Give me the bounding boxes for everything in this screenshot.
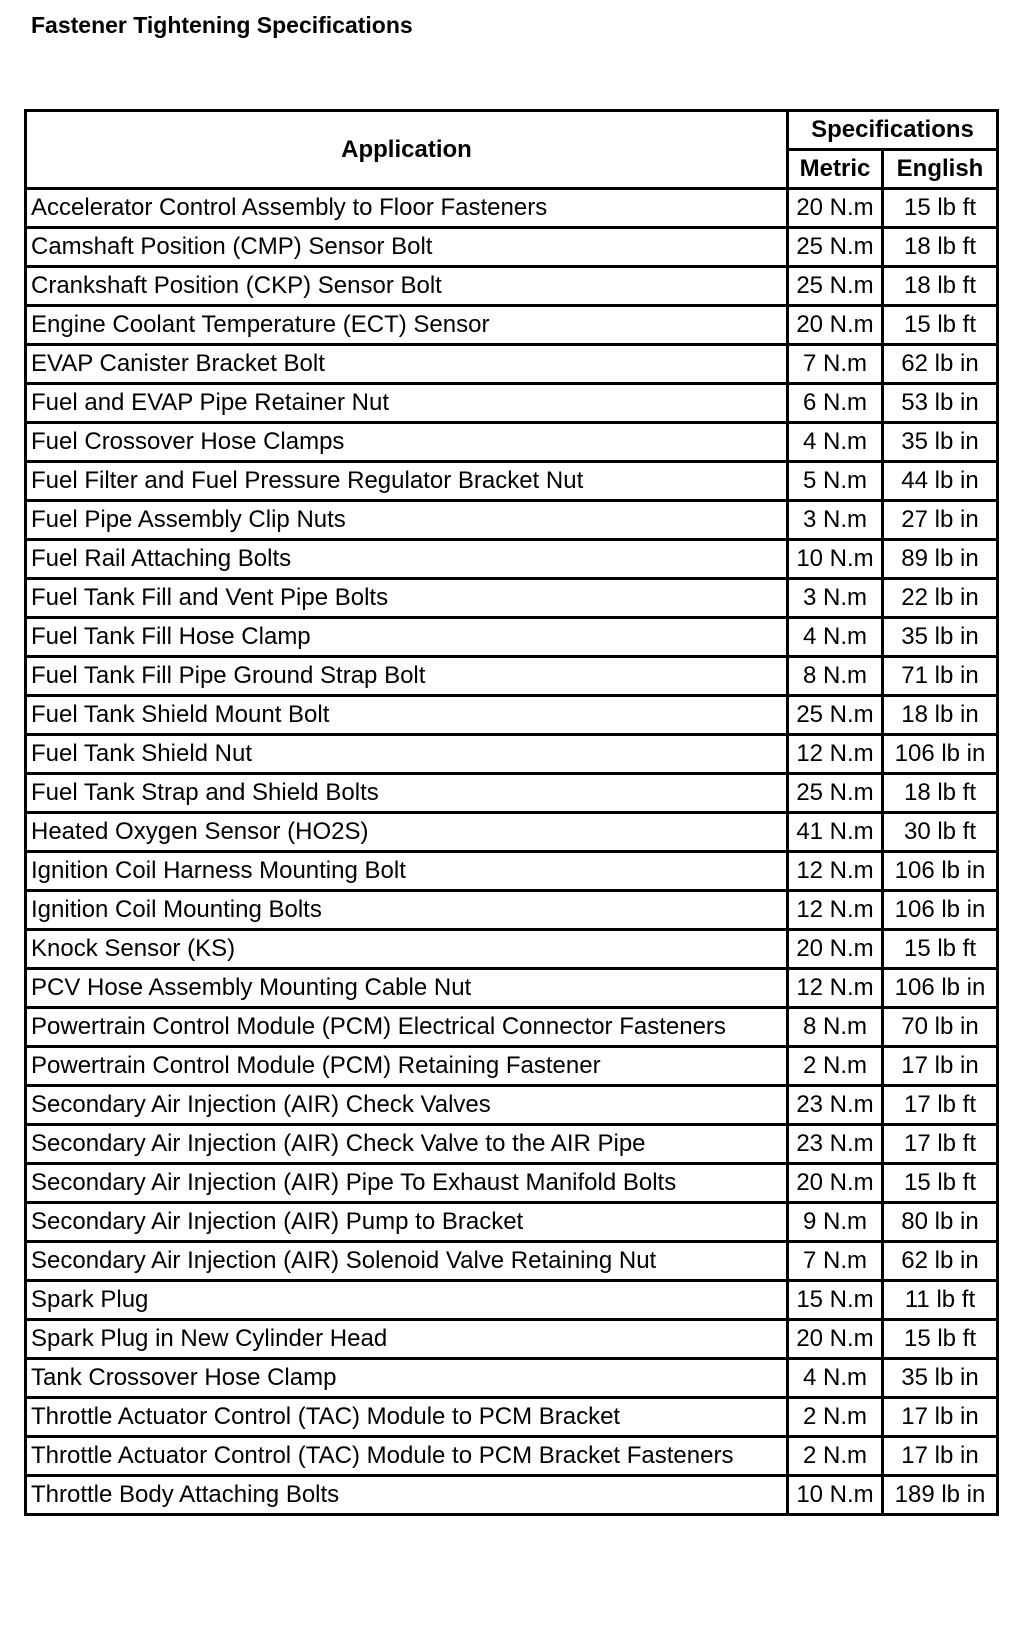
table-row <box>26 267 998 306</box>
application-cell: Fuel Tank Fill and Vent Pipe Bolts <box>26 579 788 618</box>
english-cell: 106 lb in <box>883 735 998 774</box>
english-cell: 17 lb in <box>883 1047 998 1086</box>
metric-cell: 4 N.m <box>788 1359 883 1398</box>
application-cell: Fuel Tank Shield Nut <box>26 735 788 774</box>
table-row <box>26 657 998 696</box>
metric-cell: 12 N.m <box>788 735 883 774</box>
english-cell: 15 lb ft <box>883 1164 998 1203</box>
table-header <box>26 111 998 189</box>
metric-cell: 25 N.m <box>788 774 883 813</box>
table-row <box>26 1203 998 1242</box>
english-cell: 17 lb ft <box>883 1125 998 1164</box>
application-cell: Crankshaft Position (CKP) Sensor Bolt <box>26 267 788 306</box>
table-row <box>26 1437 998 1476</box>
application-cell: Fuel Crossover Hose Clamps <box>26 423 788 462</box>
metric-cell: 3 N.m <box>788 501 883 540</box>
english-cell: 106 lb in <box>883 852 998 891</box>
metric-cell: 10 N.m <box>788 1476 883 1515</box>
application-cell: Camshaft Position (CMP) Sensor Bolt <box>26 228 788 267</box>
english-cell: 15 lb ft <box>883 189 998 228</box>
table-row <box>26 540 998 579</box>
metric-cell: 20 N.m <box>788 1164 883 1203</box>
english-cell: 35 lb in <box>883 423 998 462</box>
metric-cell: 25 N.m <box>788 267 883 306</box>
application-cell: Powertrain Control Module (PCM) Retaining Fastener <box>26 1047 788 1086</box>
metric-cell: 4 N.m <box>788 618 883 657</box>
table-row <box>26 852 998 891</box>
application-cell: Fuel Tank Strap and Shield Bolts <box>26 774 788 813</box>
application-cell: Throttle Actuator Control (TAC) Module to PCM Bracket <box>26 1398 788 1437</box>
metric-cell: 20 N.m <box>788 189 883 228</box>
table-row <box>26 1242 998 1281</box>
table-row <box>26 462 998 501</box>
metric-cell: 15 N.m <box>788 1281 883 1320</box>
metric-cell: 2 N.m <box>788 1047 883 1086</box>
english-cell: 89 lb in <box>883 540 998 579</box>
application-cell: Fuel Tank Shield Mount Bolt <box>26 696 788 735</box>
english-cell: 53 lb in <box>883 384 998 423</box>
table-row <box>26 1320 998 1359</box>
table-row <box>26 189 998 228</box>
application-cell: Secondary Air Injection (AIR) Pipe To Exhaust Manifold Bolts <box>26 1164 788 1203</box>
table-row <box>26 1476 998 1515</box>
metric-cell: 23 N.m <box>788 1125 883 1164</box>
metric-cell: 8 N.m <box>788 657 883 696</box>
page-title: Fastener Tightening Specifications <box>31 12 413 38</box>
english-cell: 17 lb in <box>883 1437 998 1476</box>
table-row <box>26 813 998 852</box>
metric-cell: 2 N.m <box>788 1398 883 1437</box>
column-header-metric: Metric <box>788 150 883 189</box>
metric-cell: 2 N.m <box>788 1437 883 1476</box>
application-cell: Powertrain Control Module (PCM) Electrical Connector Fasteners <box>26 1008 788 1047</box>
application-cell: Throttle Actuator Control (TAC) Module to PCM Bracket Fasteners <box>26 1437 788 1476</box>
application-cell: Fuel and EVAP Pipe Retainer Nut <box>26 384 788 423</box>
english-cell: 15 lb ft <box>883 306 998 345</box>
english-cell: 18 lb ft <box>883 228 998 267</box>
table-row <box>26 891 998 930</box>
table-row <box>26 384 998 423</box>
table-row <box>26 1164 998 1203</box>
metric-cell: 20 N.m <box>788 306 883 345</box>
column-header-application: Application <box>26 111 788 189</box>
english-cell: 18 lb in <box>883 696 998 735</box>
metric-cell: 12 N.m <box>788 852 883 891</box>
application-cell: EVAP Canister Bracket Bolt <box>26 345 788 384</box>
application-cell: Secondary Air Injection (AIR) Pump to Bracket <box>26 1203 788 1242</box>
application-cell: Heated Oxygen Sensor (HO2S) <box>26 813 788 852</box>
column-header-english: English <box>883 150 998 189</box>
metric-cell: 41 N.m <box>788 813 883 852</box>
metric-cell: 25 N.m <box>788 228 883 267</box>
english-cell: 15 lb ft <box>883 1320 998 1359</box>
metric-cell: 7 N.m <box>788 1242 883 1281</box>
metric-cell: 8 N.m <box>788 1008 883 1047</box>
metric-cell: 9 N.m <box>788 1203 883 1242</box>
metric-cell: 7 N.m <box>788 345 883 384</box>
english-cell: 80 lb in <box>883 1203 998 1242</box>
application-cell: Fuel Pipe Assembly Clip Nuts <box>26 501 788 540</box>
table-row <box>26 1008 998 1047</box>
application-cell: Secondary Air Injection (AIR) Check Valves <box>26 1086 788 1125</box>
application-cell: Secondary Air Injection (AIR) Check Valve to the AIR Pipe <box>26 1125 788 1164</box>
metric-cell: 5 N.m <box>788 462 883 501</box>
metric-cell: 4 N.m <box>788 423 883 462</box>
metric-cell: 6 N.m <box>788 384 883 423</box>
application-cell: Accelerator Control Assembly to Floor Fasteners <box>26 189 788 228</box>
application-cell: Spark Plug in New Cylinder Head <box>26 1320 788 1359</box>
column-header-specifications: Specifications <box>788 111 998 150</box>
english-cell: 106 lb in <box>883 969 998 1008</box>
application-cell: Fuel Rail Attaching Bolts <box>26 540 788 579</box>
english-cell: 35 lb in <box>883 618 998 657</box>
english-cell: 70 lb in <box>883 1008 998 1047</box>
english-cell: 189 lb in <box>883 1476 998 1515</box>
metric-cell: 10 N.m <box>788 540 883 579</box>
table-row <box>26 696 998 735</box>
application-cell: Throttle Body Attaching Bolts <box>26 1476 788 1515</box>
table-row <box>26 423 998 462</box>
metric-cell: 23 N.m <box>788 1086 883 1125</box>
table-row <box>26 306 998 345</box>
application-cell: Knock Sensor (KS) <box>26 930 788 969</box>
application-cell: Engine Coolant Temperature (ECT) Sensor <box>26 306 788 345</box>
table-row <box>26 1359 998 1398</box>
metric-cell: 25 N.m <box>788 696 883 735</box>
table-row <box>26 1086 998 1125</box>
application-cell: Spark Plug <box>26 1281 788 1320</box>
metric-cell: 3 N.m <box>788 579 883 618</box>
metric-cell: 20 N.m <box>788 1320 883 1359</box>
english-cell: 17 lb ft <box>883 1086 998 1125</box>
english-cell: 106 lb in <box>883 891 998 930</box>
table-row <box>26 579 998 618</box>
english-cell: 62 lb in <box>883 1242 998 1281</box>
table-row <box>26 345 998 384</box>
application-cell: Fuel Filter and Fuel Pressure Regulator Bracket Nut <box>26 462 788 501</box>
english-cell: 27 lb in <box>883 501 998 540</box>
english-cell: 11 lb ft <box>883 1281 998 1320</box>
english-cell: 18 lb ft <box>883 267 998 306</box>
table-row <box>26 774 998 813</box>
english-cell: 30 lb ft <box>883 813 998 852</box>
english-cell: 17 lb in <box>883 1398 998 1437</box>
table-row <box>26 969 998 1008</box>
metric-cell: 12 N.m <box>788 969 883 1008</box>
table-body <box>26 189 998 1515</box>
application-cell: Ignition Coil Harness Mounting Bolt <box>26 852 788 891</box>
table-row <box>26 618 998 657</box>
table-row <box>26 1281 998 1320</box>
fastener-spec-table <box>24 109 999 1516</box>
table-row <box>26 1125 998 1164</box>
english-cell: 35 lb in <box>883 1359 998 1398</box>
table-row <box>26 735 998 774</box>
application-cell: Ignition Coil Mounting Bolts <box>26 891 788 930</box>
table-row <box>26 1398 998 1437</box>
application-cell: Fuel Tank Fill Hose Clamp <box>26 618 788 657</box>
table-row <box>26 1047 998 1086</box>
table-row <box>26 930 998 969</box>
english-cell: 18 lb ft <box>883 774 998 813</box>
english-cell: 71 lb in <box>883 657 998 696</box>
application-cell: Secondary Air Injection (AIR) Solenoid Valve Retaining Nut <box>26 1242 788 1281</box>
metric-cell: 20 N.m <box>788 930 883 969</box>
table-row <box>26 228 998 267</box>
english-cell: 44 lb in <box>883 462 998 501</box>
table-row <box>26 501 998 540</box>
application-cell: Tank Crossover Hose Clamp <box>26 1359 788 1398</box>
english-cell: 22 lb in <box>883 579 998 618</box>
application-cell: PCV Hose Assembly Mounting Cable Nut <box>26 969 788 1008</box>
application-cell: Fuel Tank Fill Pipe Ground Strap Bolt <box>26 657 788 696</box>
metric-cell: 12 N.m <box>788 891 883 930</box>
english-cell: 62 lb in <box>883 345 998 384</box>
english-cell: 15 lb ft <box>883 930 998 969</box>
